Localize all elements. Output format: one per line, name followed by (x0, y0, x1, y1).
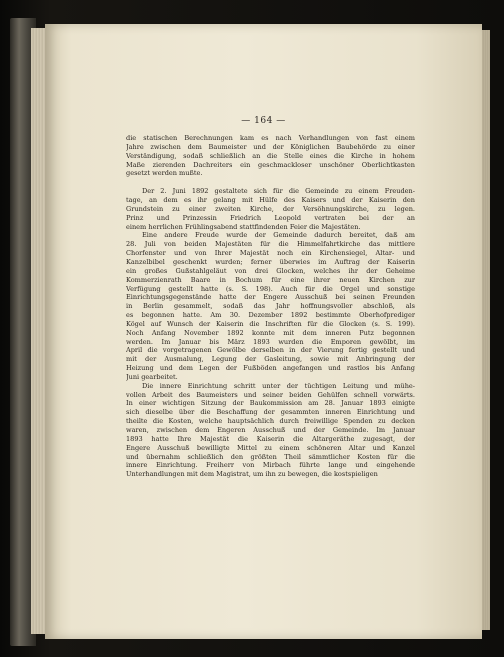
text-line: Chorfenster und von Ihrer Majestät noch ein Kirchensiegel, Altar- und (126, 249, 415, 258)
text-line: Kommerzienrath Baare in Bochum für eine ihrer neuen Kirchen zur (126, 275, 415, 284)
paragraph (126, 382, 415, 479)
text-line: theilte die Kosten, welche hauptsächlich durch freiwillige Spenden zu decken (126, 417, 415, 426)
text-line: 28. Juli von beiden Majestäten für die Himmelfahrtkirche das mittlere (126, 240, 415, 249)
text-line: Einrichtungsgegenstände hatte der Engere Ausschuß bei seinen Freunden (126, 293, 415, 302)
text-line: vollen Arbeit des Baumeisters und seiner beiden Gehülfen schnell vorwärts. (126, 390, 415, 399)
text-line: ein großes Gußstahlgeläut von drei Glocken, welches ihr der Geheime (126, 266, 415, 275)
text-line: 1893 hatte Ihre Majestät die Kaiserin die Altargeräthe zugesagt, der (126, 434, 415, 443)
text-line: es begonnen hatte. Am 30. Dezember 1892 bestimmte Oberhofprediger (126, 311, 415, 320)
text-line: Grundstein zu einer zweiten Kirche, der Versöhnungskirche, zu legen. (126, 204, 415, 213)
text-line: In einer wichtigen Sitzung der Baukommission am 28. Januar 1893 einigte (126, 399, 415, 408)
text-line: einem herrlichen Frühlingsabend stattfindenden Feier die Majestäten. (126, 222, 361, 231)
paragraph (126, 231, 415, 381)
text-line: innere Einrichtung. Freiherr von Mirbach führte lange und eingehende (126, 461, 415, 470)
text-line: waren, zwischen dem Engeren Ausschuß und der Gemeinde. Im Januar (126, 426, 415, 434)
page-number: — 164 — (241, 116, 286, 126)
text-line: Prinz und Prinzessin Friedrich Leopold vertraten bei der an (126, 213, 415, 222)
text-line: in Berlin gesammelt, sodaß das Jahr hoffnungsvoller abschloß, als (126, 302, 415, 311)
text-line: und übernahm schließlich den größten Theil sämmtlicher Kosten für die (126, 452, 415, 461)
text-line: Die innere Einrichtung schritt unter der tüchtigen Leitung und mühe- (142, 381, 415, 390)
text-line: April die vorgetragenen Gewölbe derselben in der Vierung fertig gestellt und (126, 346, 415, 355)
text-line: Kanzelbibel geschenkt wurden; ferner überwies im Auftrag der Kaiserin (126, 257, 415, 266)
text-line: Jahre zwischen dem Baumeister und der Königlichen Baubehörde zu einer (126, 142, 415, 151)
text-line: Eine andere Freude wurde der Gemeinde dadurch bereitet, daß am (142, 231, 415, 240)
text-line: tage, an dem es ihr gelang mit Hülfe des Kaisers und der Kaiserin den (126, 196, 415, 205)
paragraph (126, 134, 415, 178)
body-text (126, 134, 415, 479)
text-line: Kögel auf Wunsch der Kaiserin die Inschriften für die Glocken (s. S. 199). (126, 319, 415, 328)
text-line: Der 2. Juni 1892 gestaltete sich für die Gemeinde zu einem Freuden- (142, 187, 415, 196)
text-line: mit der Ausmalung, Legung der Gasleitung, sowie mit Anbringung der (126, 355, 415, 364)
text-line: Heizung und dem Legen der Fußböden angefangen und rastlos bis Anfang (126, 364, 415, 373)
paragraph (126, 187, 415, 231)
text-line: gesetzt werden mußte. (126, 169, 203, 178)
text-line: Verfügung gestellt hatte (s. S. 198). Auch für die Orgel und sonstige (126, 284, 415, 293)
text-line: sich dieselbe über die Beschaffung der gesammten inneren Einrichtung und (126, 408, 415, 417)
text-line: die statischen Berechnungen kam es nach Verhandlungen von fast einem (126, 134, 415, 142)
text-line: werden. Im Januar bis März 1893 wurden die Emporen gewölbt, im (126, 337, 415, 346)
text-line: Noch Anfang November 1892 konnte mit dem inneren Putz begonnen (126, 328, 415, 337)
text-line: Unterhandlungen mit dem Magistrat, um ihn zu bewegen, die kostspieligen (126, 470, 378, 479)
text-line: Engere Ausschuß bewilligte Mittel zu einem schöneren Altar und Kanzel (126, 443, 415, 452)
text-line: Maße zierenden Dachreiters ein geschmackloser unschöner Oberlichtkasten (126, 160, 415, 169)
text-line: Juni gearbeitet. (126, 372, 178, 381)
text-line: Verständigung, sodaß schließlich an die Stelle eines die Kirche in hohem (126, 151, 415, 160)
